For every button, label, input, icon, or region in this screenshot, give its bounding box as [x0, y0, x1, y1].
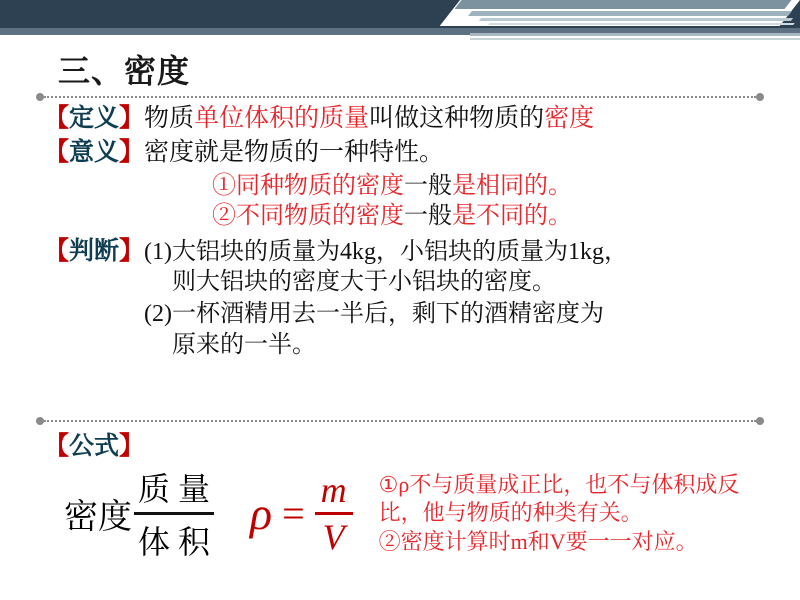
meaning-sub2-pre: ②不同物质的密度	[212, 203, 404, 229]
bracket-open: 【	[44, 138, 70, 166]
judgement-item-1-line-2: 则大铝块的密度大于小铝块的密度。	[172, 269, 557, 296]
bracket-open: 【	[44, 433, 70, 460]
meaning-text: 密度就是物质的一种特性。	[144, 138, 445, 166]
equation-denominator: V	[322, 517, 345, 557]
header-grey-bar-1	[470, 33, 800, 36]
meaning-sub2-black: 一般	[404, 203, 452, 229]
bracket-open: 【	[44, 105, 70, 132]
judgement-list	[144, 237, 774, 360]
bracket-open: 【	[44, 238, 70, 265]
meaning-sub1-pre: ①同种物质的密度	[212, 173, 404, 199]
density-word-fraction	[64, 464, 216, 563]
bracket-close: 】	[119, 433, 145, 460]
formula-tag-word: 公式	[69, 433, 120, 460]
judgement-row	[44, 237, 774, 360]
bracket-close: 】	[119, 138, 145, 166]
formula-notes	[379, 471, 759, 555]
header-wedge-stripe-4	[488, 23, 795, 25]
definition-text-mid: 叫做这种物质的	[369, 105, 545, 132]
meaning-sub1-black: 一般	[404, 173, 452, 199]
judgement-item-2-line-1: (2)一杯酒精用去一半后，剩下的酒精密度为	[144, 301, 605, 328]
formula-tag	[44, 426, 784, 462]
definition-tag-word: 定义	[69, 105, 120, 132]
meaning-tag	[44, 138, 144, 169]
judgement-item-2	[144, 299, 774, 359]
page-title: 三、密度	[58, 53, 191, 89]
judgement-item-2-line-2: 原来的一半。	[172, 331, 317, 358]
judgement-tag	[44, 237, 144, 268]
meaning-sub1-post: 是相同的。	[452, 173, 572, 199]
meaning-sub-item-2	[212, 201, 774, 231]
meaning-tag-word: 意义	[69, 138, 120, 166]
m-over-v-fraction	[315, 469, 353, 558]
formula-note-1: ①ρ不与质量成正比，也不与体积成反比，他与物质的种类有关。	[378, 472, 740, 526]
judgement-item-1	[144, 239, 774, 297]
definition-tag	[44, 104, 144, 135]
rho-symbol: ρ	[250, 488, 273, 539]
meaning-sub-item-1	[212, 171, 774, 201]
definition-row	[44, 104, 774, 135]
judgement-tag-word: 判断	[69, 238, 120, 265]
header-wedge-stripe-1	[454, 0, 791, 9]
equals-sign: =	[282, 491, 305, 536]
bracket-close: 】	[119, 105, 145, 132]
meaning-sub2-post: 是不同的。	[452, 203, 572, 229]
judgement-item-1-line-1: (1)大铝块的质量为4kg，小铝块的质量为1kg，	[144, 239, 629, 265]
divider-top	[44, 96, 756, 100]
header-grey-bar-2	[470, 38, 800, 40]
bracket-close: 】	[119, 238, 145, 265]
meaning-row	[44, 138, 774, 169]
header-wedge-stripe-2	[468, 11, 792, 16]
density-equation	[250, 469, 353, 558]
definition-text-pre: 物质	[144, 105, 195, 132]
fraction-bar	[134, 512, 214, 515]
definition-text-highlight-1: 单位体积的质量	[194, 105, 370, 132]
density-word: 密度	[64, 499, 132, 536]
equation-numerator: m	[320, 470, 347, 510]
equation-fraction-bar	[315, 512, 353, 515]
formula-section	[44, 426, 784, 563]
slide-content	[44, 104, 774, 363]
divider-bottom	[44, 420, 756, 424]
fraction-numerator: 质 量	[138, 471, 211, 507]
formula-row	[44, 464, 784, 563]
fraction-denominator: 体 积	[138, 524, 211, 560]
definition-text-highlight-2: 密度	[544, 105, 595, 132]
mass-over-volume-fraction	[134, 464, 214, 563]
header-wedge-stripe-3	[479, 18, 793, 21]
formula-note-2: ②密度计算时m和V要一一对应。	[378, 528, 698, 554]
definition-text	[144, 104, 774, 135]
